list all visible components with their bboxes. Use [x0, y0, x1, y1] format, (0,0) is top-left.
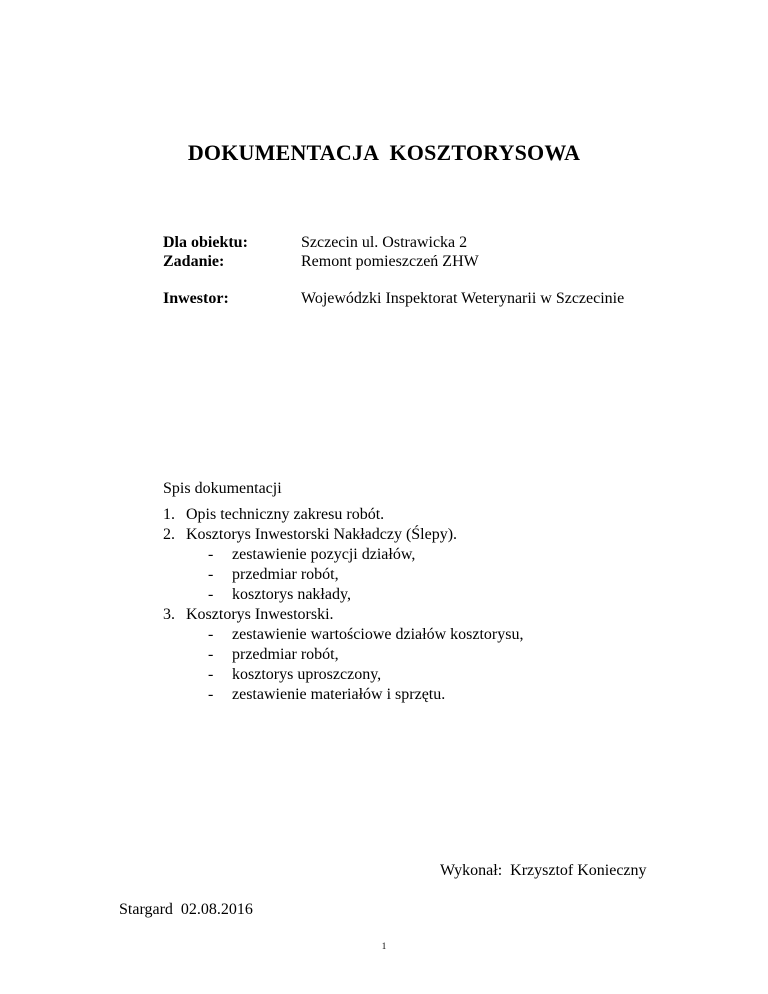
toc-item-text: Kosztorys Inwestorski Nakładczy (Ślepy).: [186, 526, 458, 543]
toc-subitem-text: przedmiar robót,: [232, 646, 339, 663]
toc-subitem-text: kosztorys nakłady,: [232, 586, 351, 603]
document-title: DOKUMENTACJA KOSZTORYSOWA: [187, 140, 581, 165]
toc-subitem-text: kosztorys uproszczony,: [232, 666, 382, 683]
toc-subitem-dash: -: [208, 646, 214, 663]
toc-subitem-text: zestawienie materiałów i sprzętu.: [232, 686, 446, 703]
investor-label: Inwestor:: [163, 290, 229, 307]
toc-subitem-dash: -: [208, 626, 214, 643]
toc-subitem-dash: -: [208, 666, 214, 683]
toc-subitem-text: zestawienie pozycji działów,: [232, 546, 416, 563]
toc-heading: Spis dokumentacji: [163, 480, 282, 497]
toc-item-text: Kosztorys Inwestorski.: [186, 606, 334, 623]
investor-value: Wojewódzki Inspektorat Weterynarii w Szczecinie: [301, 290, 625, 307]
author-signature-line: Wykonał: Krzysztof Konieczny: [440, 862, 647, 879]
task-label: Zadanie:: [163, 253, 225, 270]
toc-item-number: 3.: [163, 606, 175, 623]
task-value: Remont pomieszczeń ZHW: [301, 253, 479, 270]
place-and-date: Stargard 02.08.2016: [119, 901, 253, 918]
toc-subitem-dash: -: [208, 586, 214, 603]
toc-item-text: Opis techniczny zakresu robót.: [186, 506, 385, 523]
toc-subitem-dash: -: [208, 686, 214, 703]
object-label: Dla obiektu:: [163, 234, 248, 251]
toc-subitem-text: przedmiar robót,: [232, 566, 339, 583]
toc-subitem-dash: -: [208, 566, 214, 583]
toc-subitem-dash: -: [208, 546, 214, 563]
page-number: 1: [381, 941, 387, 951]
toc-item-number: 1.: [163, 506, 175, 523]
object-value: Szczecin ul. Ostrawicka 2: [301, 234, 468, 251]
toc-subitem-text: zestawienie wartościowe działów kosztorysu,: [232, 626, 524, 643]
toc-item-number: 2.: [163, 526, 175, 543]
